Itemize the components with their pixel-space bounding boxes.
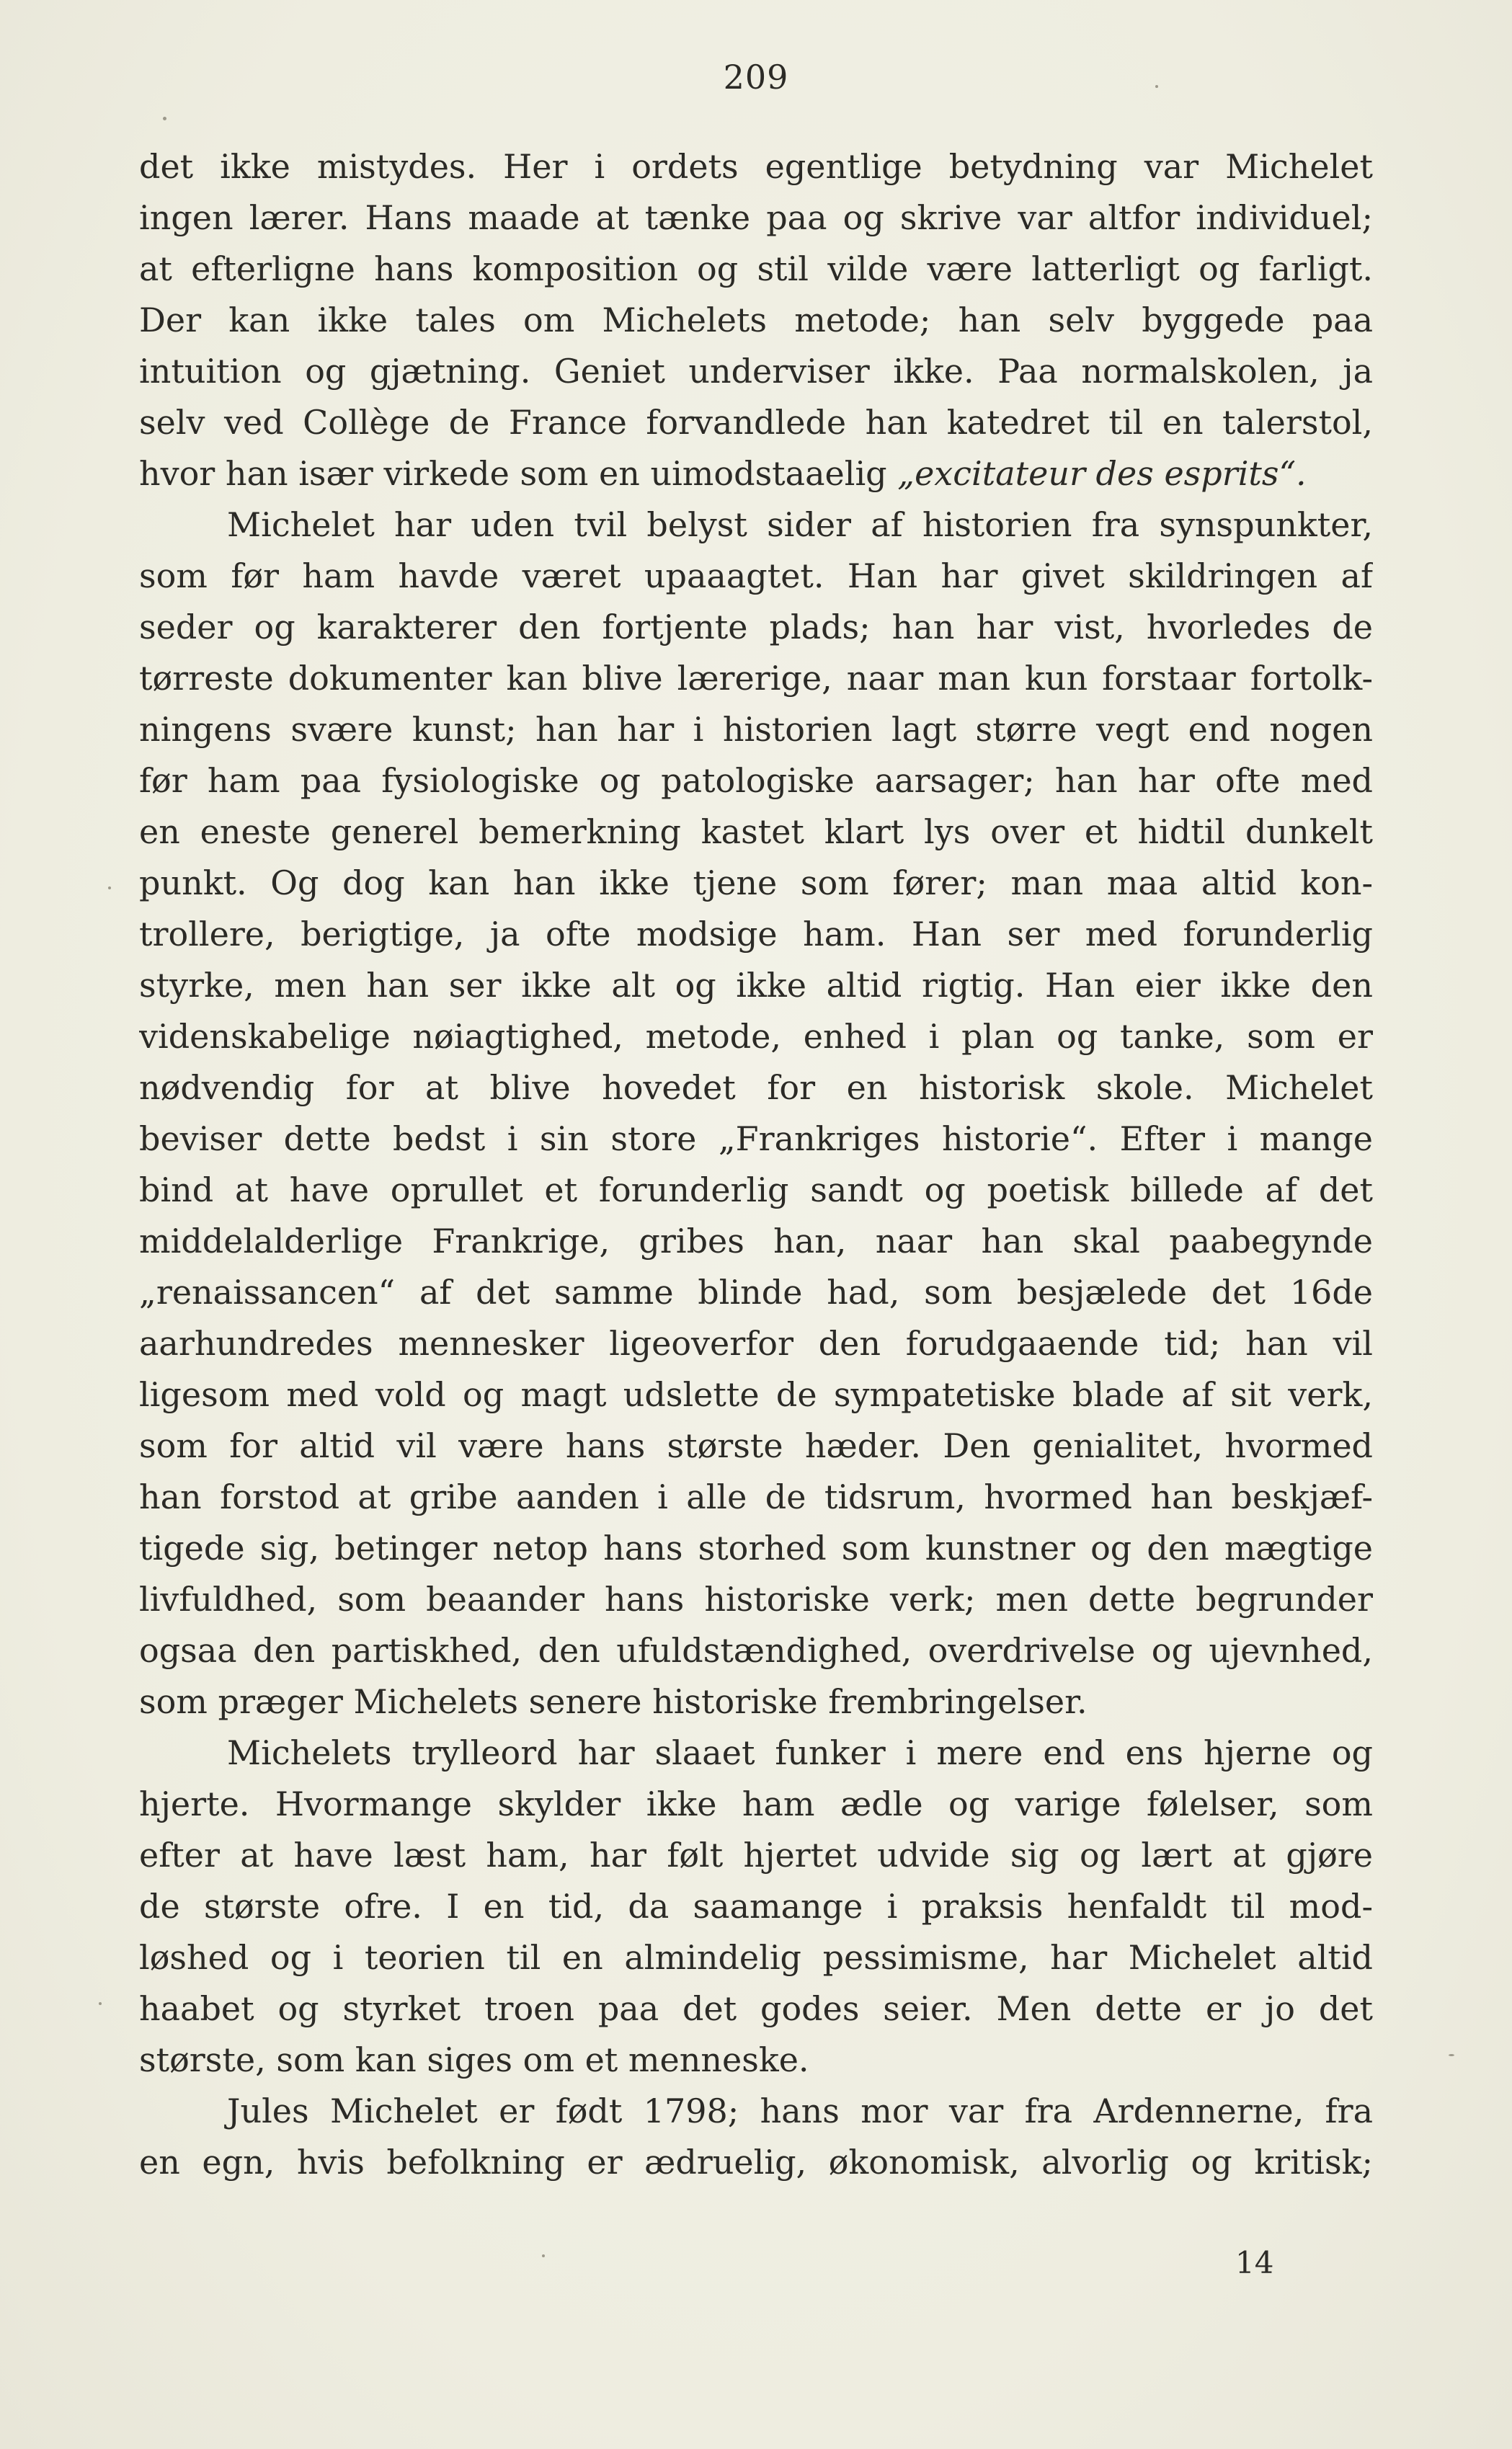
text-line-content: tørreste dokumenter kan blive lærerige, naar man kun forstaar fortolk- [139,659,1373,698]
text-line [139,960,1373,1011]
text-line [139,1983,1373,2035]
body-text [139,141,1373,2188]
text-line-content: ningens svære kunst; han har i historien lagt større vegt end nogen [139,710,1373,749]
text-line [139,1165,1373,1216]
text-line-content: største, som kan siges om et menneske. [139,2040,809,2079]
paper-speck [542,2254,545,2257]
text-line-content: Jules Michelet er født 1798; hans mor var fra Ardennerne, fra [227,2092,1373,2130]
paper-speck [1155,85,1158,88]
text-line [139,653,1373,704]
text-line-content: selv ved Collège de France forvandlede han katedret til en talerstol, [139,403,1373,442]
text-line [139,1881,1373,1932]
text-line [139,1421,1373,1472]
text-line-content: før ham paa fysiologiske og patologiske aarsager; han har ofte med [139,761,1373,800]
text-line-content: videnskabelige nøiagtighed, metode, enhed i plan og tanke, som er [139,1017,1373,1056]
text-line-content: ogsaa den partiskhed, den ufuldstændighed, overdrivelse og ujevnhed, [139,1631,1373,1670]
text-line [139,755,1373,806]
paper-speck [163,117,166,120]
paper-speck [99,2002,102,2005]
text-line-content: seder og karakterer den fortjente plads; han har vist, hvorledes de [139,608,1373,646]
text-line [139,141,1373,192]
text-line-content: en egn, hvis befolkning er ædruelig, økonomisk, alvorlig og kritisk; [139,2143,1373,2182]
text-line-content: bind at have oprullet et forunderlig sandt og poetisk billede af det [139,1170,1373,1209]
text-line-content: intuition og gjætning. Geniet underviser ikke. Paa normalskolen, ja [139,352,1373,391]
text-line-content: beviser dette bedst i sin store „Frankriges historie“. Efter i mange [139,1119,1373,1158]
text-line [139,1574,1373,1625]
text-line [139,909,1373,960]
text-line-content: hvor han især virkede som en uimodstaaelig [139,454,898,493]
text-line-content: ligesom med vold og magt udslette de sympatetiske blade af sit verk, [139,1375,1373,1414]
text-line [139,1216,1373,1267]
text-line [139,1779,1373,1830]
text-line [139,2086,1373,2137]
text-line-content: løshed og i teorien til en almindelig pessimisme, har Michelet altid [139,1938,1373,1977]
text-line-content: livfuldhed, som beaander hans historiske verk; men dette begrunder [139,1580,1373,1619]
text-line-content: Michelets trylleord har slaaet funker i mere end ens hjerne og [227,1733,1373,1772]
text-line [139,1267,1373,1318]
text-line-content: at efterligne hans komposition og stil vilde være latterligt og farligt. [139,249,1373,288]
text-line [139,2035,1373,2086]
text-line-content: som præger Michelets senere historiske frembringelser. [139,1682,1088,1721]
text-line-content: styrke, men han ser ikke alt og ikke altid rigtig. Han eier ikke den [139,966,1373,1005]
text-line-content: ingen lærer. Hans maade at tænke paa og skrive var altfor individuel; [139,198,1373,237]
text-line [139,1625,1373,1676]
text-line-content: efter at have læst ham, har følt hjertet udvide sig og lært at gjøre [139,1836,1373,1875]
text-line [139,551,1373,602]
text-line [139,346,1373,397]
text-line [139,1318,1373,1369]
text-line-content: haabet og styrket troen paa det godes seier. Men dette er jo det [139,1989,1373,2028]
text-line [139,192,1373,244]
text-line [139,1830,1373,1881]
text-line [139,858,1373,909]
text-line [139,602,1373,653]
text-line [139,1114,1373,1165]
text-line [139,1369,1373,1421]
text-line [139,1932,1373,1983]
text-line [139,2137,1373,2188]
text-line-content: nødvendig for at blive hovedet for en historisk skole. Michelet [139,1068,1373,1107]
text-line [139,448,1373,499]
text-line-content: det ikke mistydes. Her i ordets egentlige betydning var Michelet [139,147,1373,186]
text-line-content: punkt. Og dog kan han ikke tjene som fører; man maa altid kon- [139,863,1373,902]
text-line-content: han forstod at gribe aanden i alle de tidsrum, hvormed han beskjæf- [139,1477,1373,1516]
text-line [139,1523,1373,1574]
text-line-content: Michelet har uden tvil belyst sider af historien fra synspunkter, [227,505,1373,544]
page-number: 209 [723,58,789,97]
text-line-content: en eneste generel bemerkning kastet klart lys over et hidtil dunkelt [139,812,1373,851]
text-line [139,397,1373,448]
text-line-content: som før ham havde været upaaagtet. Han har givet skildringen af [139,556,1373,595]
text-line-content: tigede sig, betinger netop hans storhed som kunstner og den mægtige [139,1529,1373,1568]
text-line [139,295,1373,346]
text-line [139,1676,1373,1728]
text-line-content: Der kan ikke tales om Michelets metode; han selv byggede paa [139,301,1373,339]
text-line-content: de største ofre. I en tid, da saamange i praksis henfaldt til mod- [139,1887,1373,1926]
text-line [139,1728,1373,1779]
text-line [139,244,1373,295]
paper-speck [108,886,111,889]
italic-phrase: „excitateur des esprits“. [897,454,1307,493]
text-line-content: hjerte. Hvormange skylder ikke ham ædle og varige følelser, som [139,1784,1373,1823]
paper-speck [1449,2054,1454,2056]
text-line-content: aarhundredes mennesker ligeoverfor den forudgaaende tid; han vil [139,1324,1373,1363]
text-line [139,1062,1373,1114]
text-line [139,1472,1373,1523]
text-line-content: trollere, berigtige, ja ofte modsige ham. Han ser med forunderlig [139,915,1373,954]
text-line-content: som for altid vil være hans største hæder. Den genialitet, hvormed [139,1426,1373,1465]
text-line [139,704,1373,755]
signature-mark: 14 [1235,2245,1274,2280]
text-line-content: middelalderlige Frankrige, gribes han, naar han skal paabegynde [139,1222,1373,1261]
text-line [139,806,1373,858]
text-line-content: „renaissancen“ af det samme blinde had, som besjælede det 16de [139,1273,1373,1312]
text-line [139,1011,1373,1062]
text-line [139,499,1373,551]
